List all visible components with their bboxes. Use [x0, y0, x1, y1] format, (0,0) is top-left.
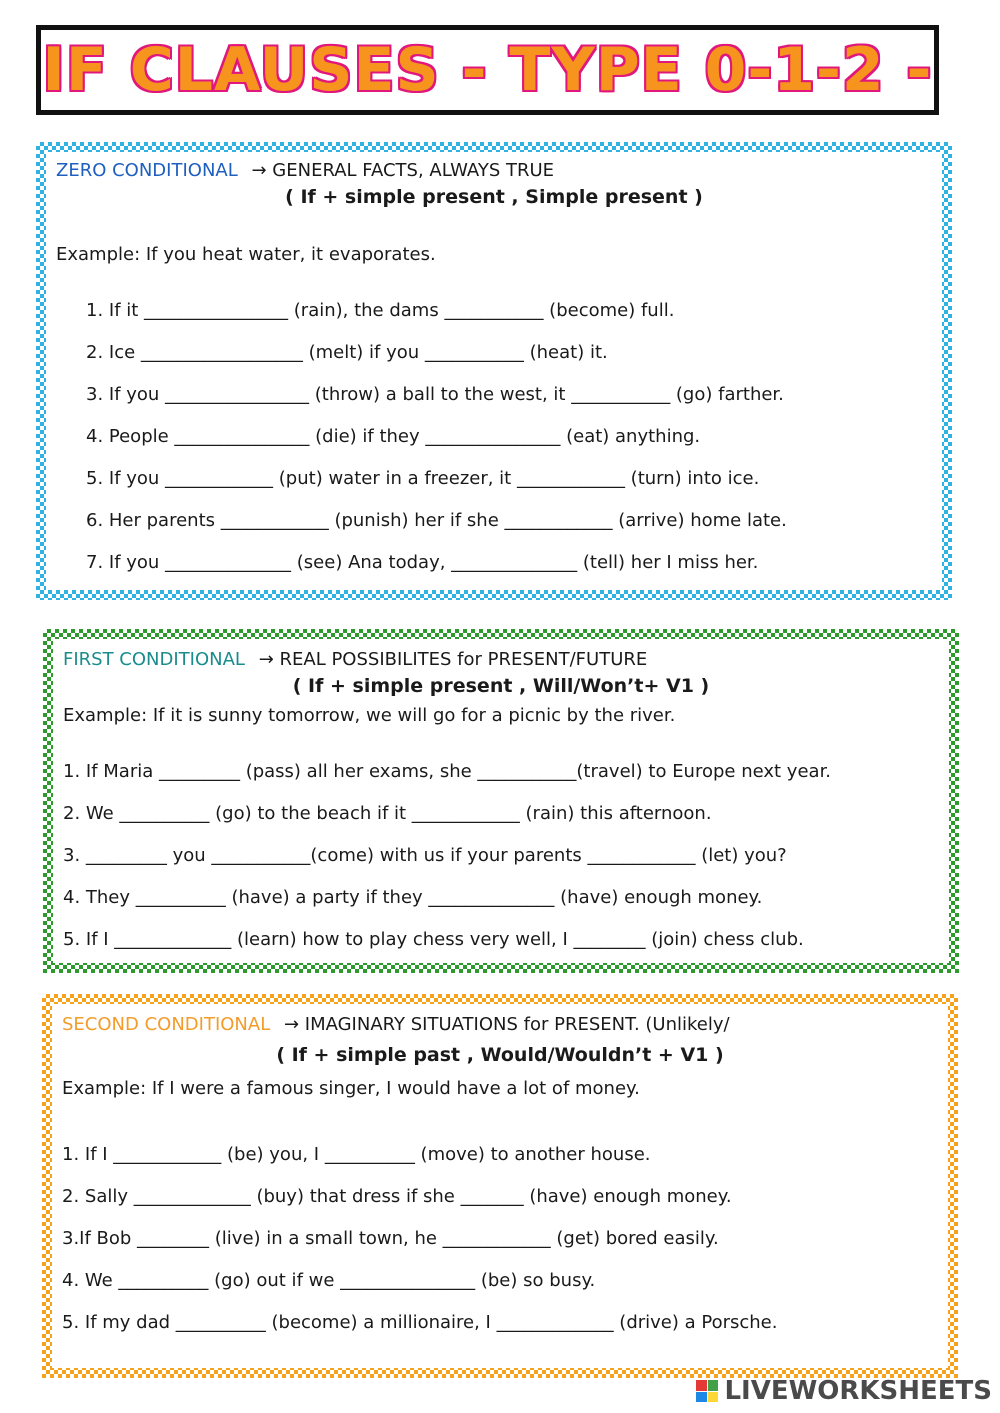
zero-conditional-section: [36, 142, 952, 600]
zero-conditional-panel: [46, 152, 942, 590]
zero-heading: [56, 160, 554, 181]
logo-square-blue: [696, 1392, 707, 1403]
first-conditional-section: [43, 629, 959, 973]
second-label: SECOND CONDITIONAL: [62, 1014, 271, 1035]
first-item-3: 3. _________ you ___________(come) with us if your parents ____________ (let) you?: [63, 845, 787, 866]
zero-formula: ( If + simple present , Simple present ): [285, 186, 703, 208]
second-item-2: 2. Sally _____________ (buy) that dress if she _______ (have) enough money.: [62, 1186, 732, 1207]
liveworksheets-logo[interactable]: [696, 1377, 992, 1405]
first-example: Example: If it is sunny tomorrow, we will go for a picnic by the river.: [63, 705, 676, 726]
zero-item-2: 2. Ice __________________ (melt) if you ___________ (heat) it.: [86, 342, 608, 363]
second-example: Example: If I were a famous singer, I would have a lot of money.: [62, 1078, 640, 1099]
zero-item-3: 3. If you ________________ (throw) a ball to the west, it ___________ (go) farther.: [86, 384, 784, 405]
logo-square-green: [708, 1380, 719, 1391]
liveworksheets-brand: LIVEWORKSHEETS: [724, 1376, 992, 1406]
zero-example: Example: If you heat water, it evaporates.: [56, 244, 436, 265]
first-heading: [63, 649, 647, 670]
logo-square-red: [696, 1380, 707, 1391]
worksheet-title: IF CLAUSES - TYPE 0-1-2 -: [42, 35, 933, 105]
title-box: [36, 25, 939, 115]
first-item-4: 4. They __________ (have) a party if they ______________ (have) enough money.: [63, 887, 763, 908]
first-description: → REAL POSSIBILITES for PRESENT/FUTURE: [258, 649, 648, 670]
second-item-4: 4. We __________ (go) out if we _______________ (be) so busy.: [62, 1270, 596, 1291]
second-conditional-section: [42, 994, 958, 1378]
liveworksheets-logo-icon: [696, 1380, 718, 1402]
first-item-5: 5. If I _____________ (learn) how to play chess very well, I ________ (join) chess club.: [63, 929, 804, 950]
logo-square-yellow: [708, 1392, 719, 1403]
second-item-1: 1. If I ____________ (be) you, I __________ (move) to another house.: [62, 1144, 651, 1165]
second-conditional-panel: [52, 1004, 948, 1368]
second-item-3: 3.If Bob ________ (live) in a small town, he ____________ (get) bored easily.: [62, 1228, 719, 1249]
first-item-1: 1. If Maria _________ (pass) all her exams, she ___________(travel) to Europe next year.: [63, 761, 832, 782]
second-formula: ( If + simple past , Would/Wouldn’t + V1 ): [276, 1044, 724, 1066]
zero-label: ZERO CONDITIONAL: [56, 160, 238, 181]
first-label: FIRST CONDITIONAL: [63, 649, 245, 670]
zero-item-1: 1. If it ________________ (rain), the dams ___________ (become) full.: [86, 300, 675, 321]
zero-item-7: 7. If you ______________ (see) Ana today, ______________ (tell) her I miss her.: [86, 552, 759, 573]
second-item-5: 5. If my dad __________ (become) a millionaire, I _____________ (drive) a Porsche.: [62, 1312, 778, 1333]
second-heading: [62, 1014, 730, 1035]
zero-item-5: 5. If you ____________ (put) water in a freezer, it ____________ (turn) into ice.: [86, 468, 760, 489]
first-conditional-panel: [53, 639, 949, 963]
zero-description: → GENERAL FACTS, ALWAYS TRUE: [251, 160, 555, 181]
second-description: → IMAGINARY SITUATIONS for PRESENT. (Unlikely/: [283, 1014, 730, 1035]
zero-item-4: 4. People _______________ (die) if they _______________ (eat) anything.: [86, 426, 701, 447]
first-item-2: 2. We __________ (go) to the beach if it ____________ (rain) this afternoon.: [63, 803, 712, 824]
first-formula: ( If + simple present , Will/Won’t+ V1 ): [292, 675, 710, 697]
zero-item-6: 6. Her parents ____________ (punish) her if she ____________ (arrive) home late.: [86, 510, 787, 531]
